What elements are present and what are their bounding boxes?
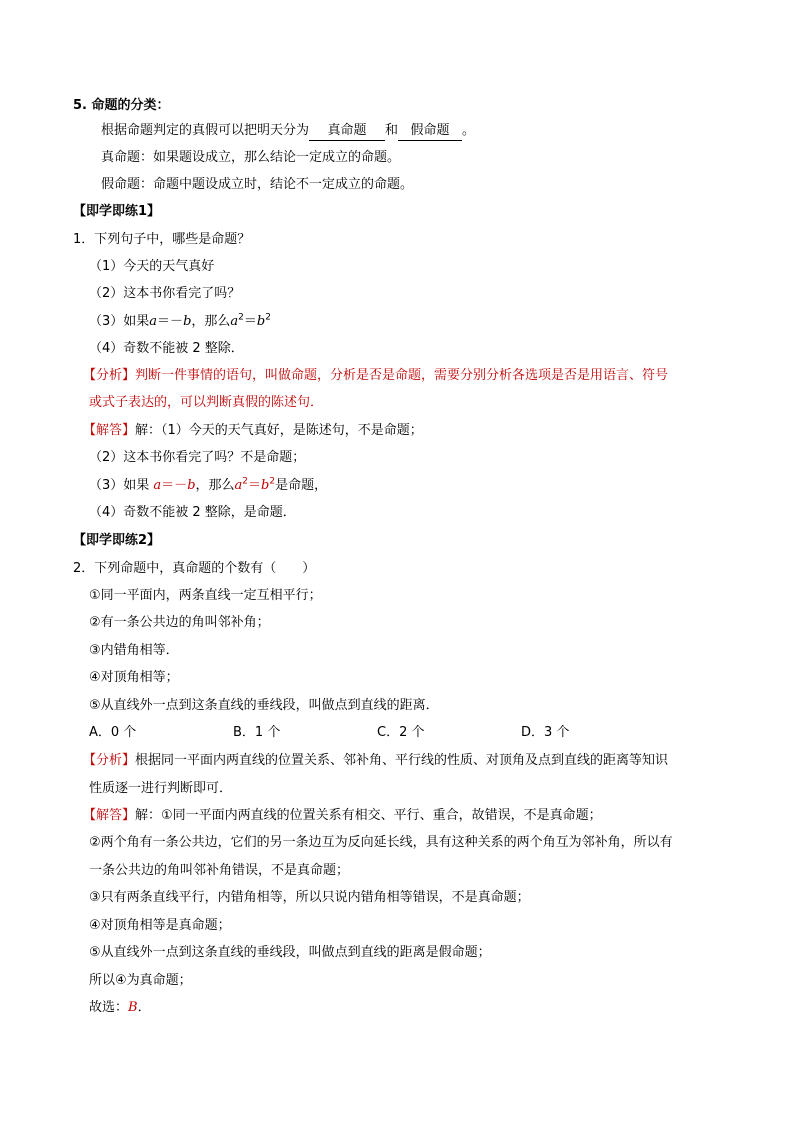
solution3-eq: ＝－	[161, 478, 188, 493]
exercise2-analysis-line1	[83, 752, 668, 770]
var-a: a	[149, 314, 158, 329]
item3-eq: ＝－	[157, 314, 184, 329]
solution3-end: 是命题，	[275, 478, 328, 493]
exercise1-analysis-line1	[83, 367, 668, 385]
exponent: 2	[265, 312, 271, 323]
exercise1-solution-line4: （4）奇数不能被 2 整除，是命题．	[89, 505, 296, 520]
exponent: 2	[238, 312, 244, 323]
var-a2: a	[230, 314, 239, 329]
section5-line1-text: 根据命题判定的真假可以把明天分为	[101, 123, 310, 138]
section5-line1-end: 。	[462, 123, 476, 138]
analysis-text: 判断一件事情的语句，叫做命题，分析是否是命题，需要分别分析各选项是否是用语言、符号	[135, 368, 669, 383]
exercise1-solution-line3	[89, 477, 327, 495]
exercise2-options	[89, 724, 569, 742]
section5-line1	[101, 122, 475, 141]
var-a2: a	[234, 478, 243, 493]
solution-text: 解：①同一平面内两直线的位置关系有相交、平行、重合，故错误，不是真命题；	[135, 808, 602, 823]
exercise2-choice5: ⑤从直线外一点到这条直线的垂线段，叫做点到直线的距离．	[89, 698, 439, 713]
item3-eq2: ＝	[243, 314, 257, 329]
exercise2-choice1: ①同一平面内，两条直线一定互相平行；	[89, 588, 322, 603]
answer-blank-true: 真命题	[309, 122, 385, 141]
var-b2: b	[256, 314, 266, 329]
option-d: D．3 个	[521, 725, 570, 740]
var-a: a	[153, 478, 162, 493]
section5-line2: 真命题：如果题设成立，那么结论一定成立的命题。	[101, 150, 401, 165]
exercise1-item2: （2）这本书你看完了吗？	[89, 286, 241, 301]
section5-line1-and: 和	[385, 123, 399, 138]
exercise2-solution-line2a: ②两个角有一条公共边，它们的另一条边互为反向延长线，具有这种关系的两个角互为邻补角，所以有	[89, 835, 673, 850]
section5-heading: 5. 命题的分类：	[73, 98, 170, 113]
exercise2-question: 2．下列命题中，真命题的个数有（ ）	[73, 561, 316, 576]
exercise2-solution-line3: ③只有两条直线平行，内错角相等，所以只说内错角相等错误，不是真命题；	[89, 890, 530, 905]
item3-prefix: （3）如果	[89, 314, 150, 329]
option-c: C．2 个	[377, 725, 425, 740]
item3-mid: ，那么	[191, 314, 231, 329]
exercise2-choice3: ③内错角相等．	[89, 643, 179, 658]
solution3-eq2: ＝	[248, 478, 262, 493]
exponent: 2	[269, 476, 276, 487]
solution-tag: 【解答】	[83, 808, 136, 823]
section5-line3: 假命题：命题中题设成立时，结论不一定成立的命题。	[101, 177, 414, 192]
exercise2-final-answer	[89, 999, 151, 1017]
option-a: A．0 个	[89, 725, 137, 740]
exercise1-tag: 【即学即练1】	[73, 204, 161, 219]
var-b: b	[187, 478, 196, 493]
solution3-mid: ，那么	[195, 478, 235, 493]
exercise1-solution-line2: （2）这本书你看完了吗？不是命题；	[89, 450, 306, 465]
exercise2-tag: 【即学即练2】	[73, 533, 161, 548]
exercise1-analysis-line2: 或式子表达的，可以判断真假的陈述句．	[89, 395, 324, 410]
exercise1-item1: （1）今天的天气真好	[89, 259, 215, 274]
exercise2-choice4: ④对顶角相等；	[89, 670, 179, 685]
analysis-tag: 【分析】	[83, 753, 136, 768]
exercise2-solution-line4: ④对顶角相等是真命题；	[89, 918, 231, 933]
solution3-prefix: （3）如果	[89, 478, 154, 493]
solution-text: 解：（1）今天的天气真好，是陈述句，不是命题；	[135, 423, 423, 438]
final-answer-end: ．	[137, 1000, 151, 1015]
exercise2-choice2: ②有一条公共边的角叫邻补角；	[89, 615, 270, 630]
solution-tag: 【解答】	[83, 423, 136, 438]
exercise2-solution-line6: 所以④为真命题；	[89, 973, 192, 988]
var-b: b	[183, 314, 192, 329]
var-b2: b	[261, 478, 270, 493]
final-answer-prefix: 故选：	[89, 1000, 129, 1015]
exercise1-item4: （4）奇数不能被 2 整除．	[89, 341, 244, 356]
exercise2-solution-line5: ⑤从直线外一点到这条直线的垂线段，叫做点到直线的距离是假命题；	[89, 945, 491, 960]
exercise2-solution-line2b: 一条公共边的角叫邻补角错误，不是真命题；	[89, 863, 350, 878]
analysis-text: 根据同一平面内两直线的位置关系、邻补角、平行线的性质、对顶角及点到直线的距离等知识	[135, 753, 669, 768]
exercise2-analysis-line2: 性质逐一进行判断即可．	[89, 781, 233, 796]
exercise1-question: 1．下列句子中，哪些是命题？	[73, 232, 251, 247]
option-b: B．1 个	[233, 725, 281, 740]
exponent: 2	[242, 476, 249, 487]
final-answer-letter: B	[128, 1000, 138, 1015]
exercise2-solution-line1	[83, 807, 602, 825]
answer-blank-false: 假命题	[398, 122, 462, 141]
analysis-tag: 【分析】	[83, 368, 136, 383]
exercise1-solution-line1	[83, 422, 423, 440]
exercise1-item3	[89, 313, 271, 331]
